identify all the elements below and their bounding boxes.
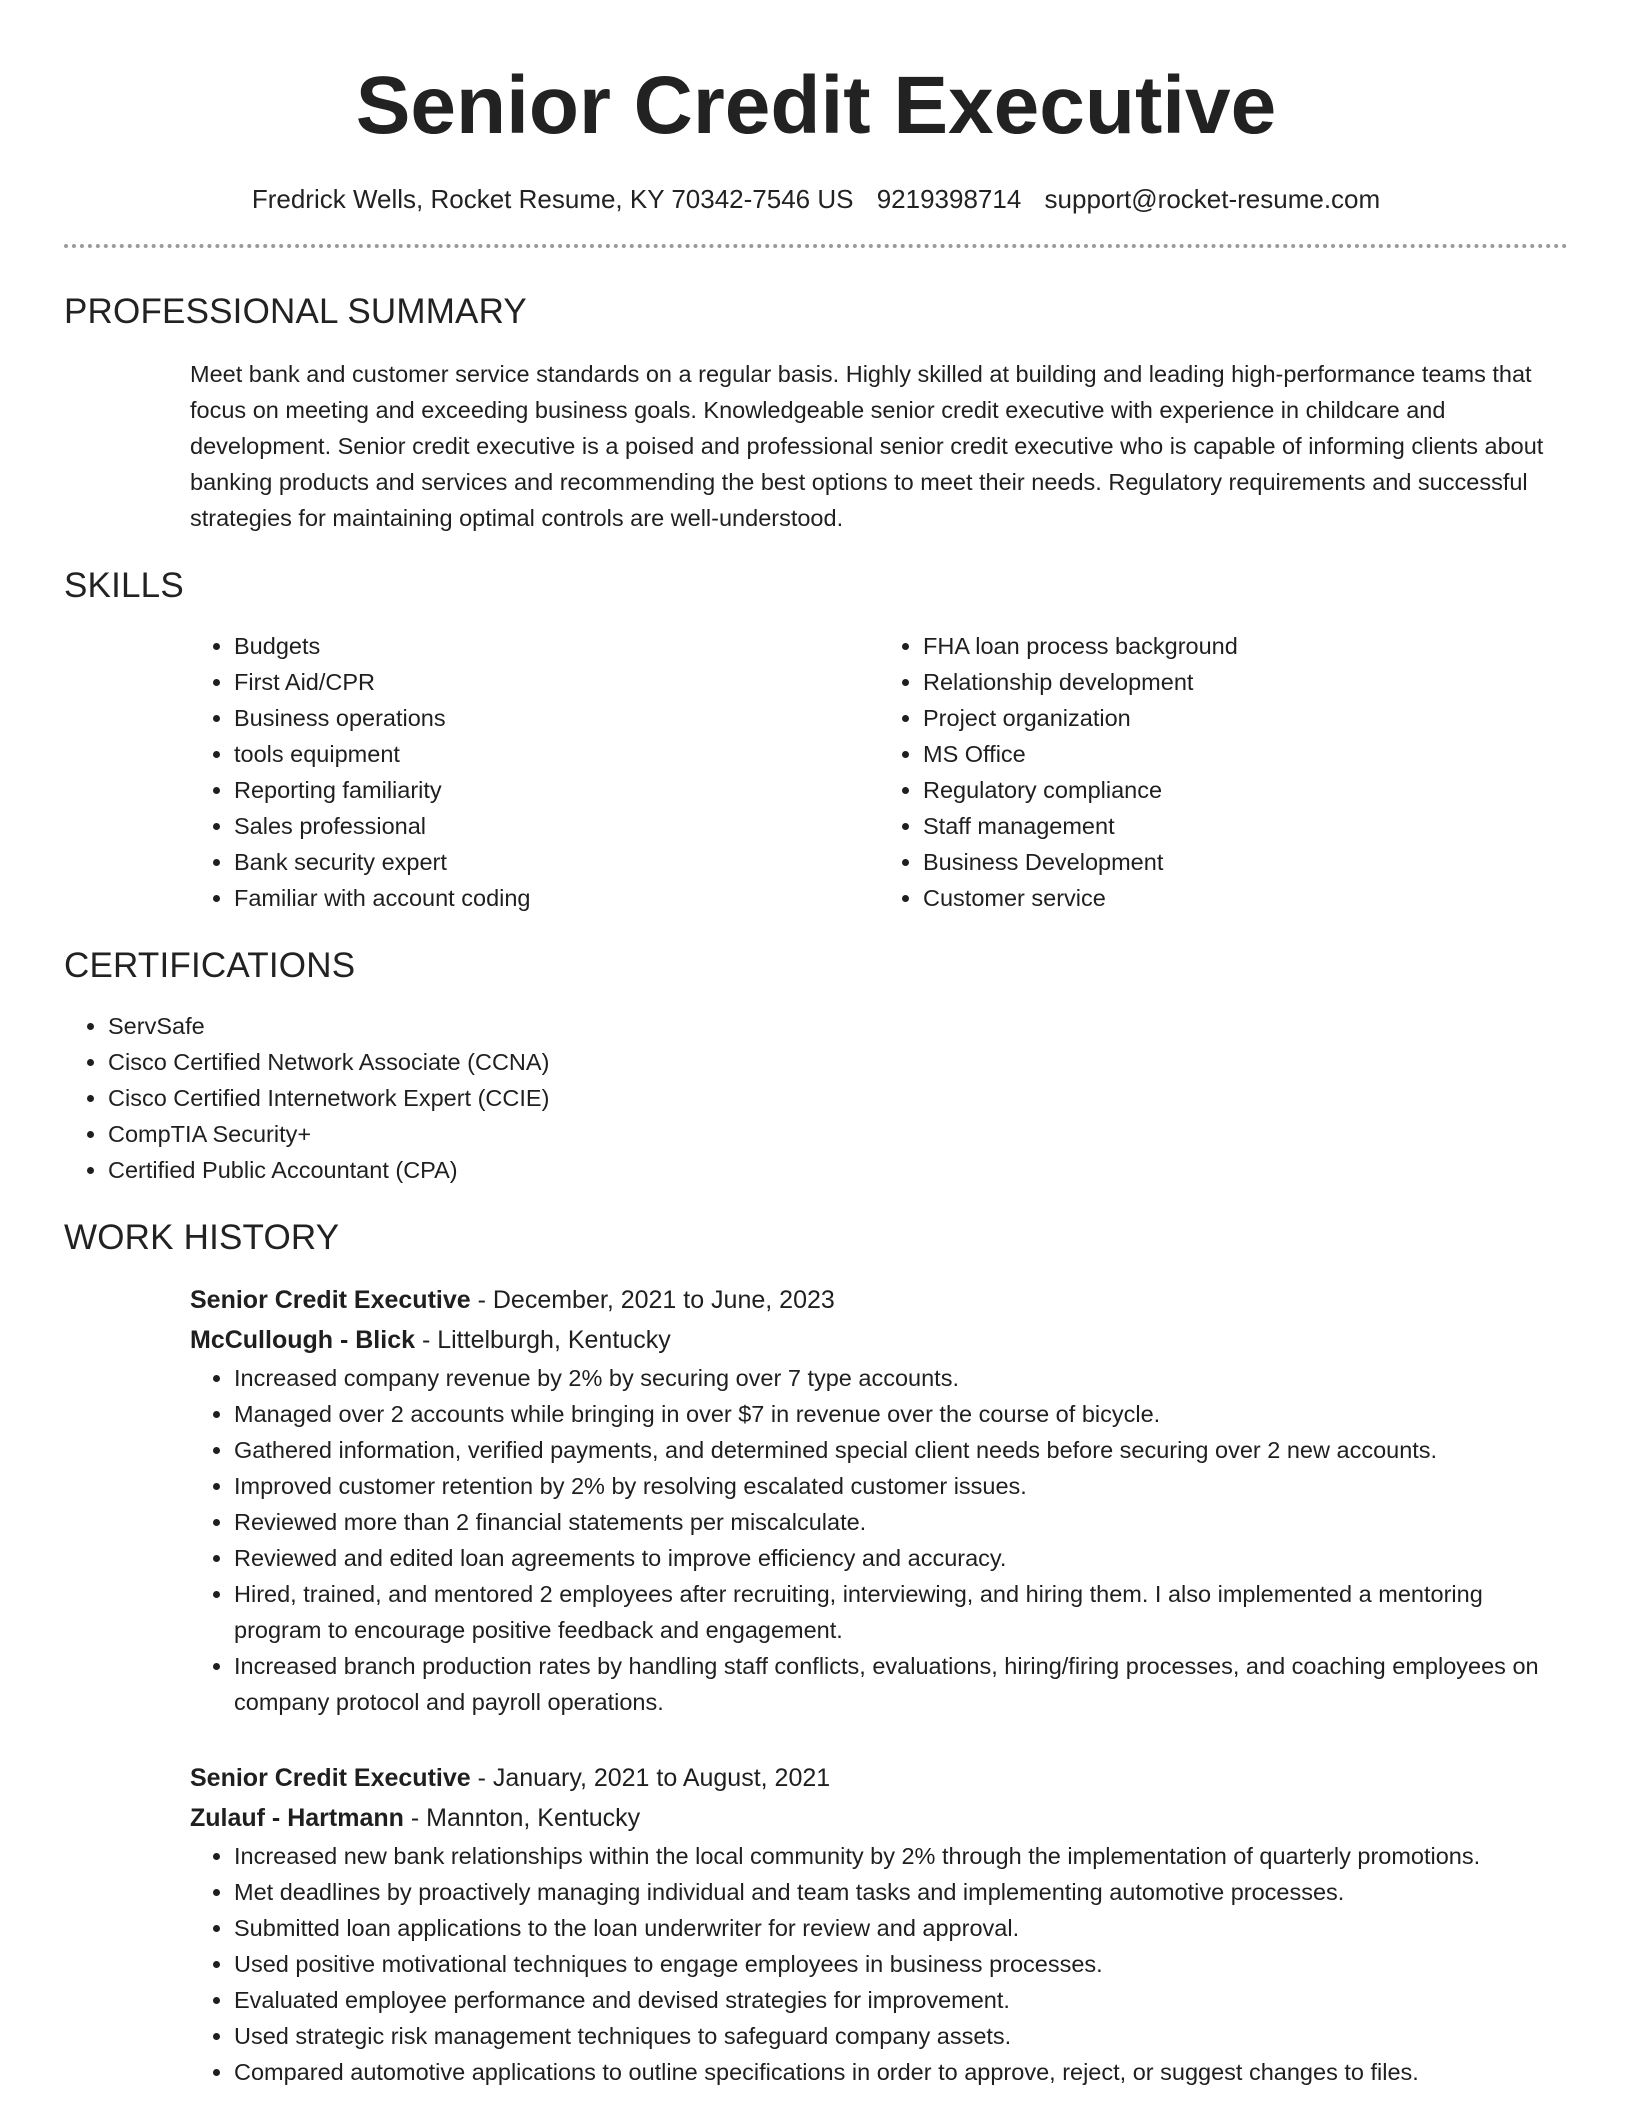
job-dates: - January, 2021 to August, 2021: [470, 1764, 831, 1792]
resume-page: [64, 0, 1568, 2090]
job-company-line: [190, 1798, 1568, 1838]
job-title-line: [190, 1280, 1568, 1320]
certification-item: • CompTIA Security+: [108, 1116, 1568, 1152]
skill-item: • tools equipment: [234, 736, 879, 772]
certification-item: • Cisco Certified Network Associate (CCNA): [108, 1044, 1568, 1080]
contact-phone: 9219398714: [876, 184, 1022, 214]
skill-item: • Project organization: [923, 700, 1568, 736]
job-company: McCullough - Blick: [190, 1326, 415, 1354]
certification-item: • ServSafe: [108, 1008, 1568, 1044]
skill-item: • First Aid/CPR: [234, 664, 879, 700]
skill-item: • Staff management: [923, 808, 1568, 844]
summary-heading: PROFESSIONAL SUMMARY: [64, 292, 527, 331]
skill-item: • Customer service: [923, 880, 1568, 916]
job-entry: [190, 1280, 1568, 1720]
skill-item: • MS Office: [923, 736, 1568, 772]
work-history-heading: WORK HISTORY: [64, 1218, 340, 1257]
job-title-line: [190, 1758, 1568, 1798]
job-company: Zulauf - Hartmann: [190, 1804, 404, 1832]
job-bullets: [190, 1360, 1568, 1720]
certification-item: • Cisco Certified Internetwork Expert (CCIE): [108, 1080, 1568, 1116]
job-bullet: • Gathered information, verified payments, and determined special client needs before securing over 2 new accounts.: [234, 1432, 1568, 1468]
job-dates: - December, 2021 to June, 2023: [470, 1286, 835, 1314]
job-bullet: • Evaluated employee performance and devised strategies for improvement.: [234, 1982, 1568, 2018]
skill-item: • Bank security expert: [234, 844, 879, 880]
contact-email: support@rocket-resume.com: [1044, 184, 1381, 214]
job-bullet: • Submitted loan applications to the loan underwriter for review and approval.: [234, 1910, 1568, 1946]
skills-list: [190, 628, 1568, 916]
job-title: Senior Credit Executive: [190, 1764, 471, 1792]
skill-item: • Relationship development: [923, 664, 1568, 700]
skills-column-right: [879, 628, 1568, 916]
skill-item: • Business Development: [923, 844, 1568, 880]
skill-item: • Budgets: [234, 628, 879, 664]
job-bullet: • Hired, trained, and mentored 2 employees after recruiting, interviewing, and hiring them. I also implemented a mentoring program to encourage positive feedback and engagement.: [234, 1576, 1568, 1648]
job-bullet: • Improved customer retention by 2% by resolving escalated customer issues.: [234, 1468, 1568, 1504]
job-bullet: • Managed over 2 accounts while bringing in over $7 in revenue over the course of bicycle.: [234, 1396, 1568, 1432]
resume-title: Senior Credit Executive: [355, 60, 1277, 151]
job-bullet: • Increased new bank relationships within the local community by 2% through the implementation of quarterly promotions.: [234, 1838, 1568, 1874]
skill-item: • Reporting familiarity: [234, 772, 879, 808]
certifications-heading: CERTIFICATIONS: [64, 946, 356, 985]
skill-item: • Familiar with account coding: [234, 880, 879, 916]
job-bullet: • Increased branch production rates by handling staff conflicts, evaluations, hiring/firing processes, and coaching employees on company protocol and payroll operations.: [234, 1648, 1568, 1720]
job-location: - Mannton, Kentucky: [403, 1804, 641, 1832]
job-bullet: • Met deadlines by proactively managing individual and team tasks and implementing automotive processes.: [234, 1874, 1568, 1910]
job-bullet: • Reviewed more than 2 financial statements per miscalculate.: [234, 1504, 1568, 1540]
job-title: Senior Credit Executive: [190, 1286, 471, 1314]
header-divider: [64, 244, 1568, 248]
job-bullet: • Used strategic risk management techniques to safeguard company assets.: [234, 2018, 1568, 2054]
certification-item: • Certified Public Accountant (CPA): [108, 1152, 1568, 1188]
skill-item: • Business operations: [234, 700, 879, 736]
job-bullets: [190, 1838, 1568, 2090]
skill-item: • Regulatory compliance: [923, 772, 1568, 808]
contact-line: [64, 182, 1568, 216]
job-entry: [190, 1758, 1568, 2090]
skills-heading: SKILLS: [64, 566, 184, 605]
contact-address: Fredrick Wells, Rocket Resume, KY 70342-7546 US: [251, 184, 854, 214]
job-bullet: • Compared automotive applications to outline specifications in order to approve, reject, or suggest changes to files.: [234, 2054, 1568, 2090]
summary-text: Meet bank and customer service standards on a regular basis. Highly skilled at building and leading high-performance teams that focus on meeting and exceeding business goals. Knowledgeable senior credit executive with experience in childcare and development. Senior credit executive is a poised and professional senior credit executive who is capable of informing clients about banking products and services and recommending the best options to meet their needs. Regulatory requirements and successful strategies for maintaining optimal controls are well-understood.: [190, 361, 1544, 531]
job-bullet: • Reviewed and edited loan agreements to improve efficiency and accuracy.: [234, 1540, 1568, 1576]
job-company-line: [190, 1320, 1568, 1360]
job-bullet: • Increased company revenue by 2% by securing over 7 type accounts.: [234, 1360, 1568, 1396]
certifications-list: [64, 1008, 1568, 1188]
skill-item: • Sales professional: [234, 808, 879, 844]
job-bullet: • Used positive motivational techniques to engage employees in business processes.: [234, 1946, 1568, 1982]
job-location: - Littelburgh, Kentucky: [415, 1326, 671, 1354]
skills-column-left: [190, 628, 879, 916]
skill-item: • FHA loan process background: [923, 628, 1568, 664]
